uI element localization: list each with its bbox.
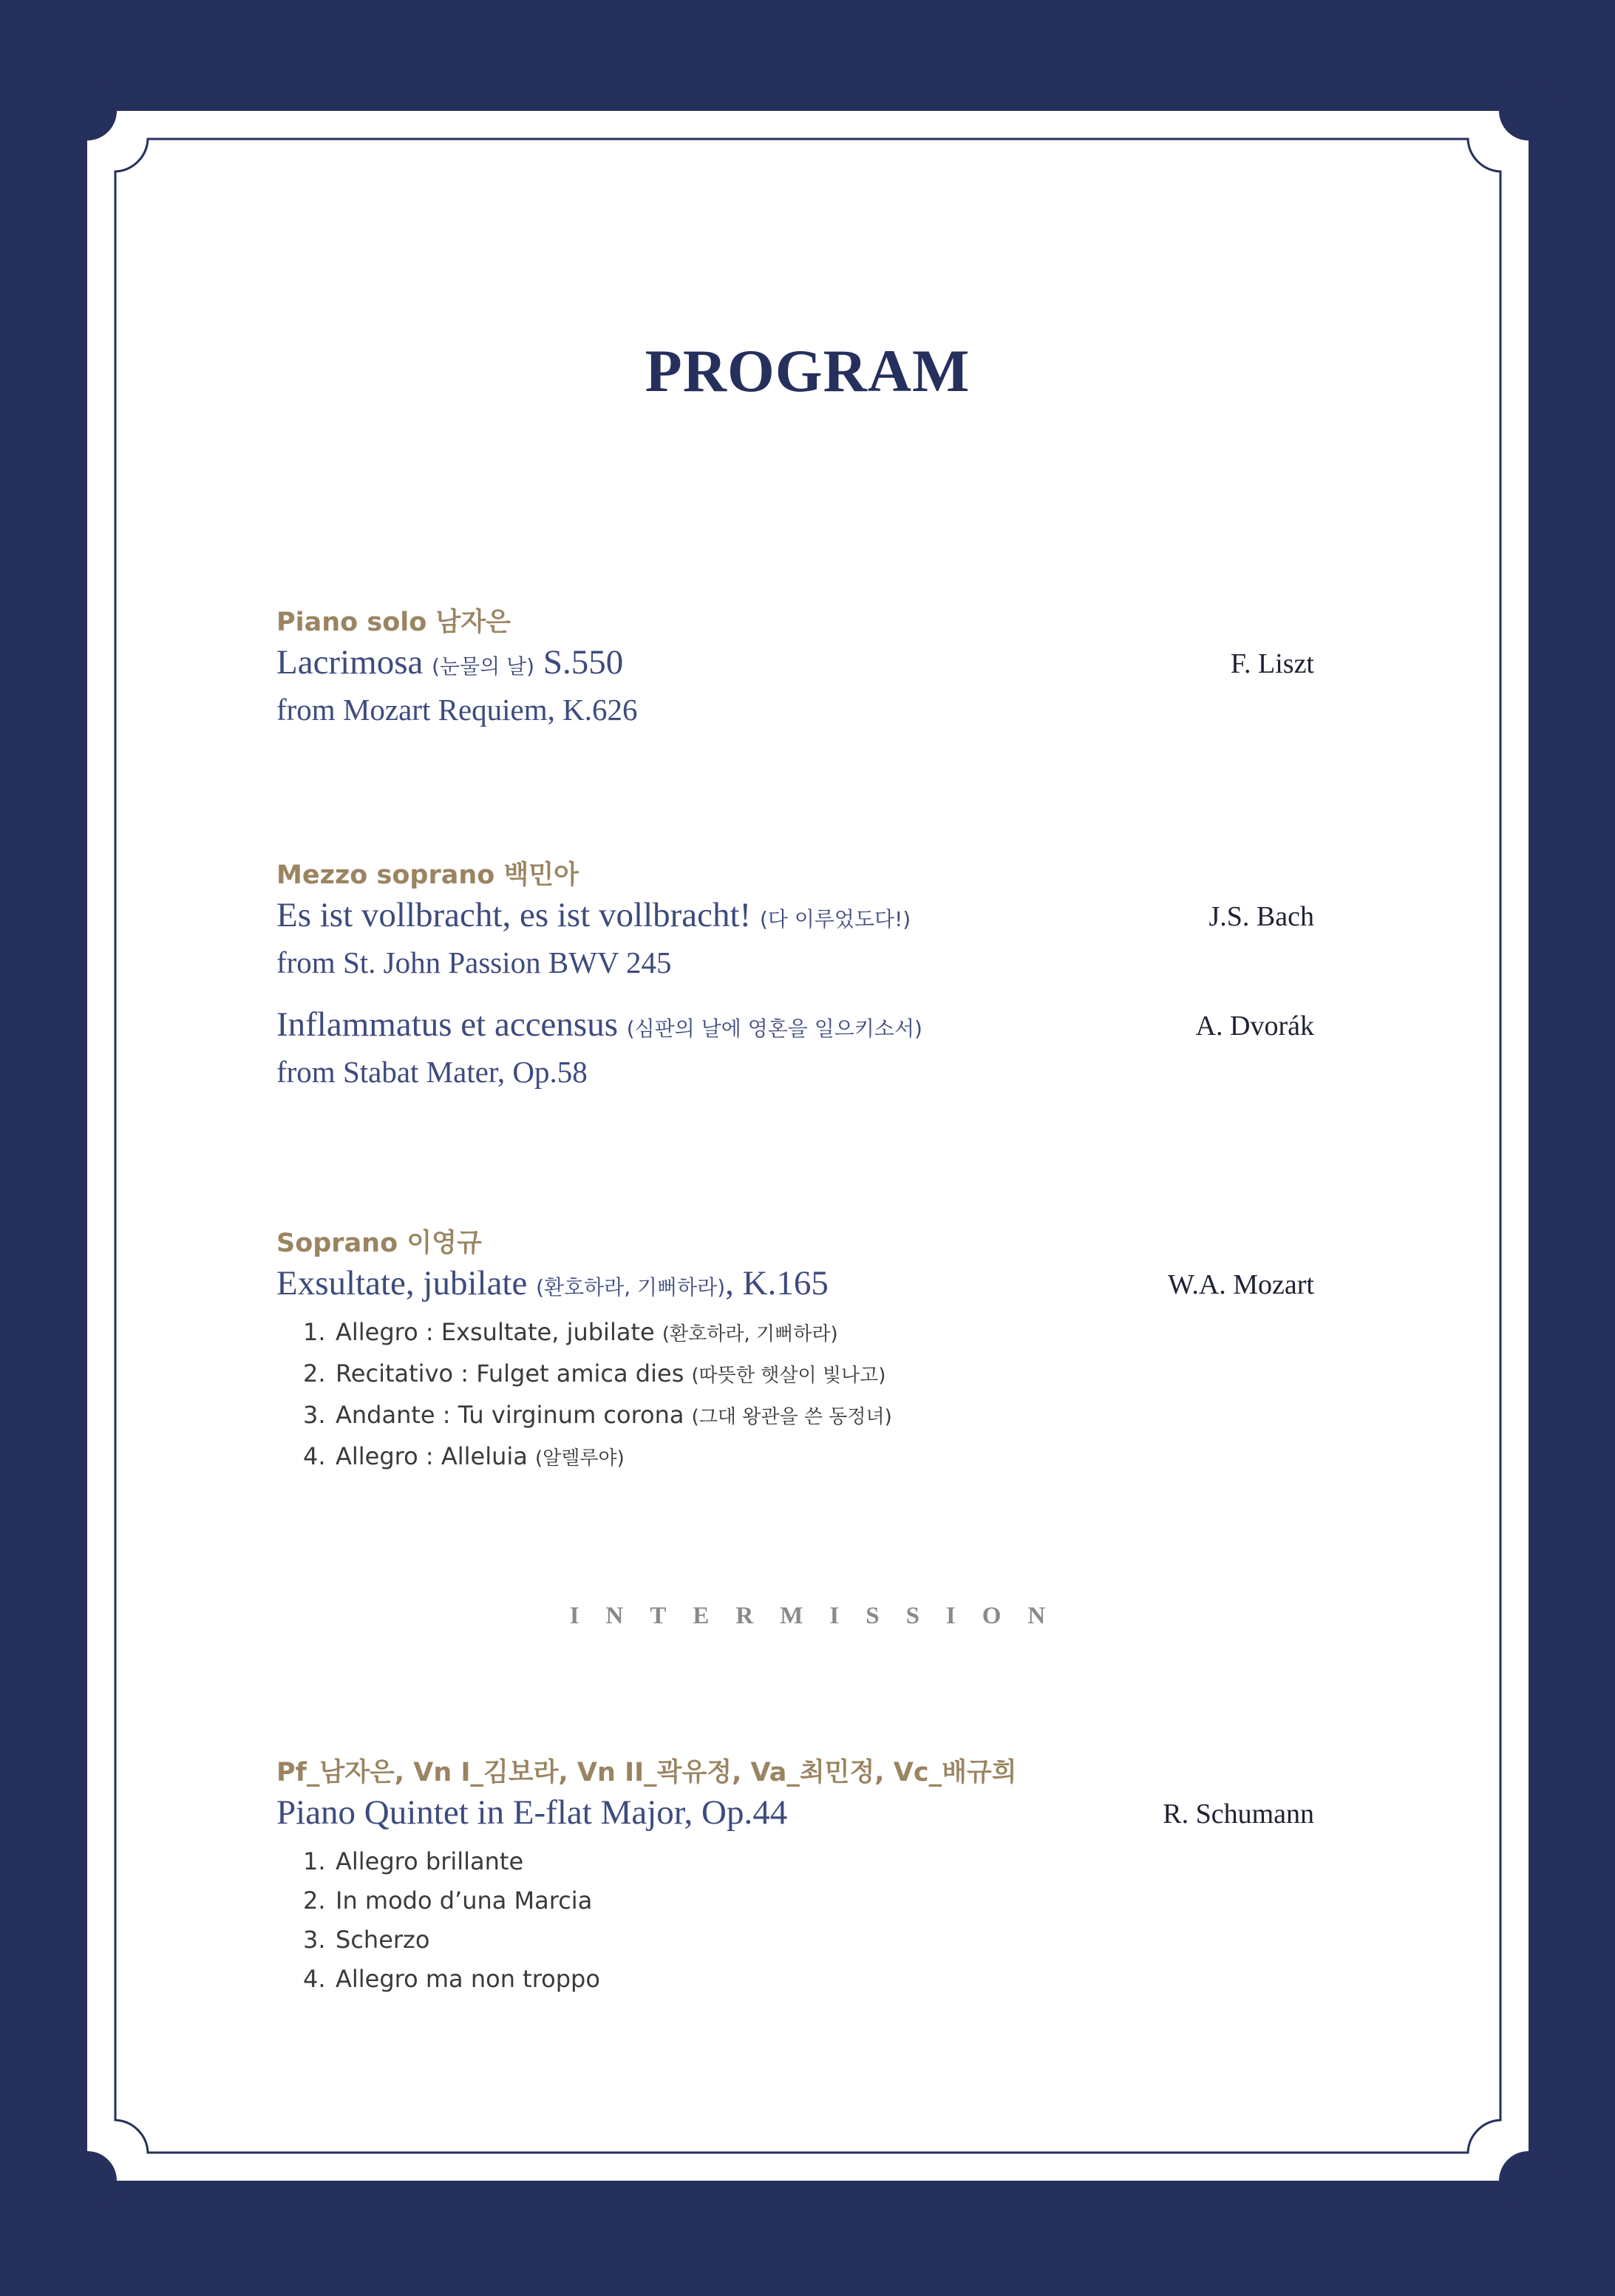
intermission-label: INTERMISSION bbox=[569, 1603, 1072, 1629]
performer-label: Piano solo 남자은 bbox=[276, 608, 511, 637]
work-row bbox=[276, 1260, 1314, 1307]
composer-name: R. Schumann bbox=[1163, 1799, 1314, 1830]
program-section-piano-solo bbox=[276, 606, 1314, 733]
work-title: Lacrimosa (눈물의 날) S.550 bbox=[276, 643, 624, 682]
work-title: Inflammatus et accensus (심판의 날에 영혼을 일으키소서) bbox=[276, 1005, 922, 1044]
work-title: Piano Quintet in E-flat Major, Op.44 bbox=[276, 1793, 788, 1832]
performer-label: Pf_남자은, Vn I_김보라, Vn II_곽유정, Va_최민정, Vc_배규희 bbox=[276, 1758, 1017, 1787]
work-korean-title: (다 이루었도다!) bbox=[759, 907, 911, 931]
work-korean-title: (환호하라, 기뻐하라) bbox=[536, 1275, 726, 1300]
corner-notch-tr bbox=[1499, 81, 1558, 140]
program-section-soprano bbox=[276, 1227, 1314, 1478]
program-section-mezzo-soprano bbox=[276, 859, 1314, 1096]
work-row bbox=[276, 639, 1314, 686]
corner-notch-bl bbox=[58, 2151, 117, 2210]
list-item: 2. In modo d’una Marcia bbox=[303, 1886, 593, 1915]
list-item: 4. Allegro : Alleluia (알렐루야) bbox=[303, 1442, 625, 1470]
composer-name: W.A. Mozart bbox=[1167, 1269, 1314, 1300]
composer-name: J.S. Bach bbox=[1208, 901, 1314, 932]
list-item: 3. Scherzo bbox=[303, 1926, 430, 1954]
work-row bbox=[276, 1789, 1314, 1836]
list-item: 2. Recitativo : Fulget amica dies (따뜻한 햇살이 빛나고) bbox=[303, 1359, 886, 1388]
corner-notch-br bbox=[1499, 2151, 1558, 2210]
work-korean-title: (눈물의 날) bbox=[432, 654, 535, 679]
movement-list bbox=[276, 1842, 1314, 1999]
corner-notch-tl bbox=[58, 81, 117, 140]
list-item: 1. Allegro : Exsultate, jubilate (환호하라, 기뻐하라) bbox=[303, 1318, 838, 1346]
work-source: from Mozart Requiem, K.626 bbox=[276, 693, 638, 727]
movement-list bbox=[276, 1313, 1314, 1478]
work-title: Exsultate, jubilate (환호하라, 기뻐하라), K.165 bbox=[276, 1264, 829, 1302]
work-row bbox=[276, 1001, 1314, 1048]
page-title: PROGRAM bbox=[645, 337, 970, 404]
performer-label: Soprano 이영규 bbox=[276, 1229, 482, 1258]
work-korean-title: (심판의 날에 영혼을 일으키소서) bbox=[626, 1016, 922, 1041]
work-source: from St. John Passion BWV 245 bbox=[276, 945, 672, 979]
composer-name: A. Dvorák bbox=[1195, 1011, 1314, 1042]
performer-label: Mezzo soprano 백민아 bbox=[276, 860, 579, 890]
list-item: 4. Allegro ma non troppo bbox=[303, 1965, 600, 1993]
list-item: 3. Andante : Tu virginum corona (그대 왕관을 쓴 동정녀) bbox=[303, 1401, 892, 1429]
work-source: from Stabat Mater, Op.58 bbox=[276, 1055, 588, 1089]
list-item: 1. Allegro brillante bbox=[303, 1847, 524, 1875]
composer-name: F. Liszt bbox=[1230, 648, 1314, 679]
program-section-quintet bbox=[276, 1756, 1314, 1999]
work-title: Es ist vollbracht, es ist vollbracht! (다 이루었도다!) bbox=[276, 896, 911, 934]
work-row bbox=[276, 891, 1314, 939]
